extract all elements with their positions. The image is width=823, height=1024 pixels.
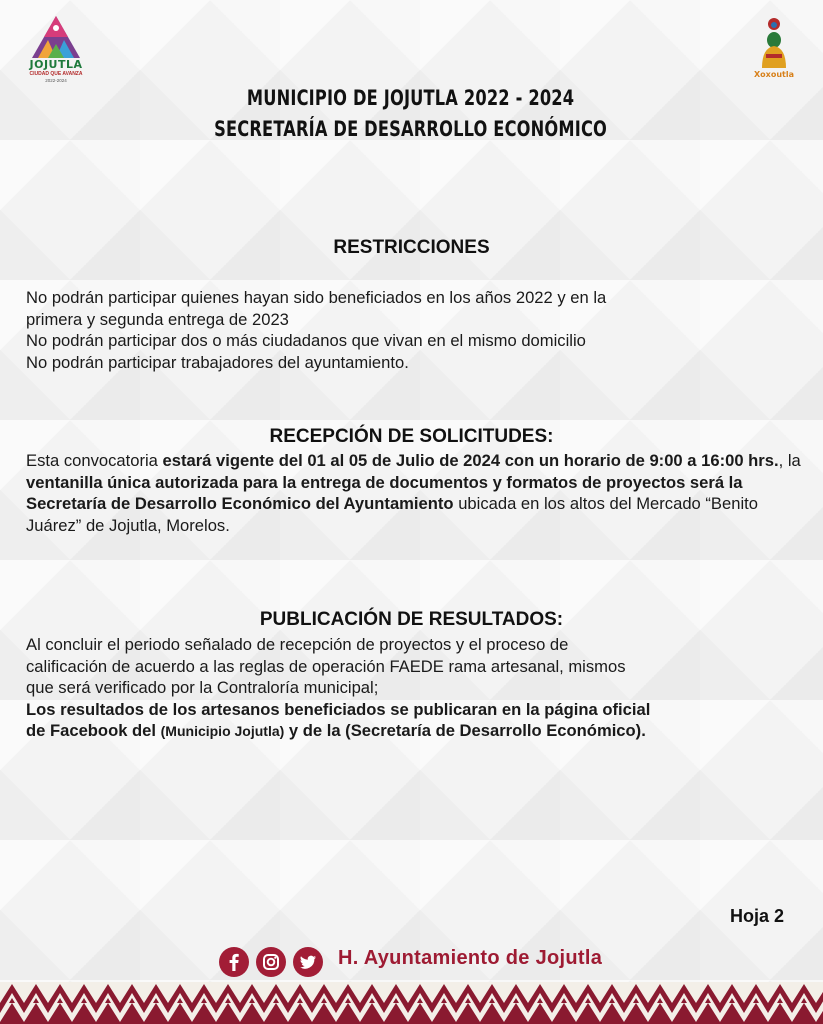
twitter-icon[interactable]	[293, 947, 323, 977]
header-secretaria: SECRETARÍA DE DESARROLLO ECONÓMICO	[214, 117, 608, 141]
instagram-icon[interactable]	[256, 947, 286, 977]
publicacion-secretaria: (Secretaría de Desarrollo Económico)	[345, 721, 642, 740]
recepcion-title: RECEPCIÓN DE SOLICITUDES:	[269, 426, 554, 447]
publicacion-line: Al concluir el periodo señalado de recepción de proyectos y el proceso de	[26, 635, 569, 654]
restriccion-line: No podrán participar quienes hayan sido beneficiados en los años 2022 y en la	[26, 288, 607, 307]
restricciones-text	[26, 287, 811, 373]
recepcion-bold-vigencia: estará vigente del 01 al 05 de Julio de 2024 con un horario de 9:00 a 16:00 hrs.	[162, 451, 779, 470]
logo-left-years: 2022-2024	[45, 78, 67, 83]
recepcion-text-1: Esta convocatoria	[26, 451, 163, 470]
publicacion-line: calificación de acuerdo a las reglas de operación FAEDE rama artesanal, mismos	[26, 656, 626, 676]
restriccion-line: No podrán participar dos o más ciudadanos que vivan en el mismo domicilio	[26, 331, 586, 350]
publicacion-bold-2c: y de la	[284, 721, 346, 740]
restriccion-line: No podrán participar trabajadores del ayuntamiento.	[26, 352, 409, 372]
footer-ayuntamiento: H. Ayuntamiento de Jojutla	[338, 947, 603, 969]
publicacion-municipio: (Municipio Jojutla)	[160, 723, 285, 739]
publicacion-line: que será verificado por la Contraloría municipal;	[26, 678, 379, 697]
publicacion-bold-2a: de Facebook del	[26, 721, 161, 740]
decorative-border-pattern	[0, 982, 823, 1024]
publicacion-bold-line	[26, 720, 811, 743]
recepcion-text	[26, 450, 811, 536]
logo-right-label: Xoxoutla	[754, 70, 794, 79]
header-municipio: MUNICIPIO DE JOJUTLA 2022 - 2024	[246, 86, 575, 110]
recepcion-bold-ventanilla: ventanilla única autorizada para la entrega de documentos y formatos de proyectos será la Secretaría de Desarrollo Económico del Ayuntamiento	[26, 472, 743, 513]
recepcion-text-2: , la	[778, 451, 801, 470]
publicacion-bold-line	[26, 699, 811, 721]
publicacion-text	[26, 634, 811, 743]
publicacion-title: PUBLICACIÓN DE RESULTADOS:	[259, 609, 564, 630]
recepcion-text-3: ubicada en los altos del Mercado “Benito Juárez” de Jojutla, Morelos.	[26, 494, 758, 535]
facebook-icon[interactable]	[219, 947, 249, 977]
publicacion-bold-2e: .	[641, 721, 646, 740]
logo-left-slogan: CIUDAD QUE AVANZA	[29, 71, 83, 77]
restriccion-line: primera y segunda entrega de 2023	[26, 309, 289, 329]
restricciones-title: RESTRICCIONES	[333, 237, 490, 258]
page-number: Hoja 2	[730, 906, 785, 926]
publicacion-bold-1: Los resultados de los artesanos beneficiados se publicaran en la página oficial	[26, 699, 651, 719]
logo-left-title: JOJUTLA	[29, 58, 83, 71]
